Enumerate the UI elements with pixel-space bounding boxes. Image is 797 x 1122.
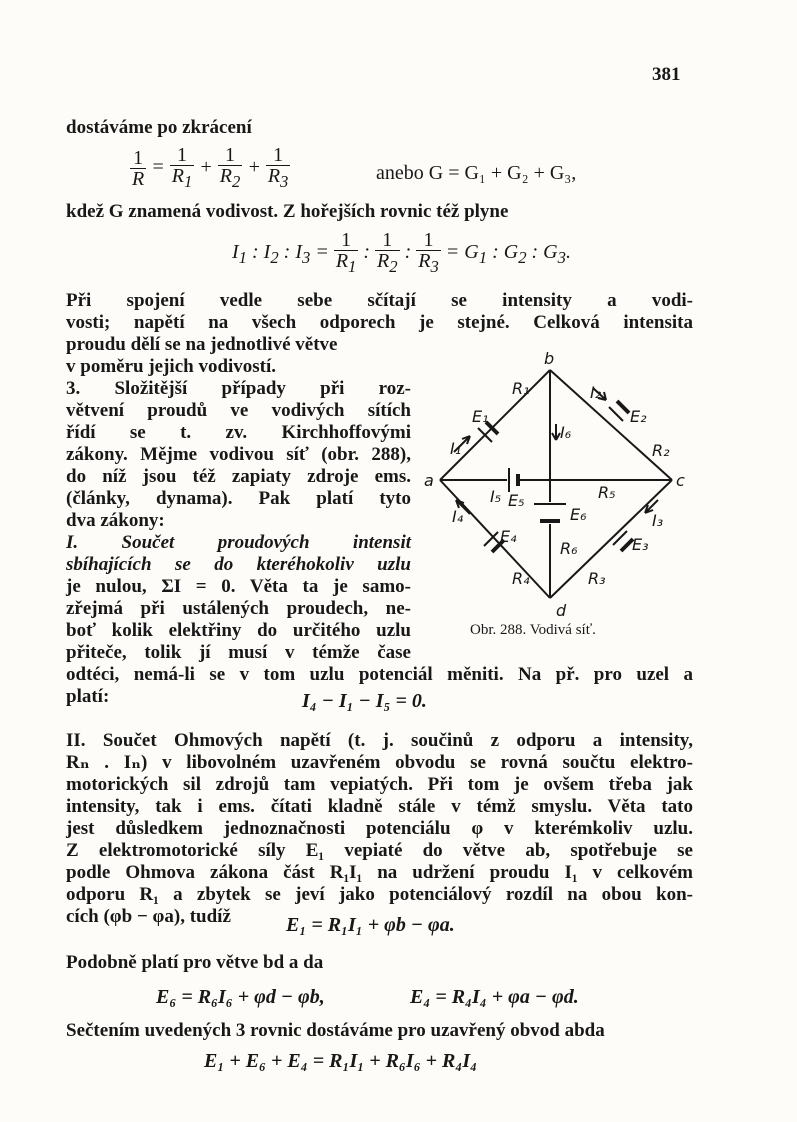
equation-e4: E₄ = R₄I₄ + φa − φd. [410, 986, 579, 1008]
para3-line7: odtéci, nemá-li se v tom uzlu potenciál měniti. Na př. pro uzel a [66, 664, 693, 685]
equation-e6: E₆ = R₆I₆ + φd − φb, [156, 986, 325, 1008]
para2-line6: (články, dynama). Pak platí tyto [66, 488, 411, 509]
para4-line3: motorických sil zdrojů tam vepiatých. Při tom je ovšem třeba jak [66, 774, 693, 795]
equation-e1: E₁ = R₁I₁ + φb − φa. [286, 914, 455, 936]
equation-node-a: I₄ − I₁ − I₅ = 0. [302, 690, 427, 712]
label-e6: E₆ [570, 505, 587, 524]
para4-line4: intensity, tak i ems. čítati kladně stále v témž smyslu. Věta tato [66, 796, 693, 817]
para2-line1: 3. Složitější případy při roz- [66, 378, 411, 399]
label-i1: I₁ [450, 439, 462, 458]
para3-line8: platí: [66, 686, 110, 707]
label-e4: E₄ [500, 527, 517, 546]
label-r3: R₃ [588, 569, 606, 588]
para1-line4: v poměru jejich vodivostí. [66, 356, 277, 377]
label-r6: R₆ [560, 539, 578, 558]
line-similarly: Podobně platí pro větve bd a da [66, 952, 324, 973]
label-r2: R₂ [652, 441, 670, 460]
para2-line4: zákony. Mějme vodivou síť (obr. 288), [66, 444, 411, 465]
node-b-label: b [544, 349, 555, 368]
para4-line6: Z elektromotorické síly E₁ vepiaté do větve ab, spotřebuje se [66, 840, 693, 861]
label-i4: I₄ [452, 507, 464, 526]
label-r5: R₅ [598, 483, 616, 502]
line-intro: dostáváme po zkrácení [66, 117, 252, 138]
para3-line4: zřejmá při ustálených proudech, ne- [66, 598, 411, 619]
label-i6: I₆ [560, 423, 572, 442]
para1-line1: Při spojení vedle sebe sčítají se intensity a vodi- [66, 290, 693, 311]
circuit-diagram [410, 340, 700, 625]
node-c-label: c [676, 471, 685, 490]
para3-line5: boť kolik elektřiny do určitého uzlu [66, 620, 411, 641]
para2-line5: do níž jsou též zapiaty zdroje ems. [66, 466, 411, 487]
node-d-label: d [556, 601, 567, 620]
para2-line7: dva zákony: [66, 510, 165, 531]
para2-line2: větvení proudů ve vodivých sítích [66, 400, 411, 421]
label-r1: R₁ [512, 379, 530, 398]
line-conductance-def: kdež G znamená vodivost. Z hořejších rovnic též plyne [66, 201, 509, 222]
para3-line6: přiteče, tolik jí musí v témže čase [66, 642, 411, 663]
para4-line9: cích (φb − φa), tudíž [66, 906, 231, 927]
figure-caption: Obr. 288. Vodivá síť. [470, 622, 596, 638]
para4-line8: odporu R₁ a zbytek se jeví jako potenciálový rozdíl na obou kon- [66, 884, 693, 905]
current-arrow-i6 [552, 424, 560, 440]
branch-ab [440, 370, 550, 480]
para1-line3: proudu dělí se na jednotlivé větve [66, 334, 338, 355]
para3-line1: I. Součet proudových intensit [66, 532, 411, 553]
equation-resistance-sum: $\frac{1}{R}$ = $\frac{1}{R_1}$ + $\frac{1}{R_2}$ + $\frac{1}{R_3}$ [132, 144, 289, 191]
battery-e2-plate-long [609, 407, 623, 421]
label-r4: R₄ [512, 569, 530, 588]
label-e3: E₃ [632, 535, 649, 554]
para1-line2: vosti; napětí na všech odporech je stejné. Celková intensita [66, 312, 693, 333]
para3-line2: sbíhajících se do kteréhokoliv uzlu [66, 554, 411, 575]
label-i5: I₅ [490, 487, 502, 506]
para3-line3: je nulou, ΣI = 0. Věta ta je samo- [66, 576, 411, 597]
label-e2: E₂ [630, 407, 647, 426]
line-summing: Sečtením uvedených 3 rovnic dostáváme pro uzavřený obvod abda [66, 1020, 605, 1041]
label-i2: I₂ [590, 383, 602, 402]
page-number: 381 [652, 64, 681, 85]
equation-conductance-sum: anebo G = G₁ + G₂ + G₃, [376, 162, 577, 184]
battery-e2-plate-short [617, 401, 629, 413]
para4-line2: Rₙ . Iₙ) v libovolném uzavřeném obvodu se rovná součtu elektro- [66, 752, 693, 773]
equation-loop-sum: E₁ + E₆ + E₄ = R₁I₁ + R₆I₆ + R₄I₄ [204, 1050, 478, 1072]
para4-line5: jest důsledkem jednoznačnosti potenciálu φ v kterémkoliv uzlu. [66, 818, 693, 839]
equation-current-ratio: $I_1$ : $I_2$ : $I_3$ = $\frac{1}{R_1}$ : $\frac{1}{R_2}$ : $\frac{1}{R_3}$ = $G_1$ : $G_2$ : $G_3$. [232, 229, 571, 276]
node-a-label: a [424, 471, 434, 490]
label-i3: I₃ [652, 511, 664, 530]
para4-line7: podle Ohmova zákona část R₁I₁ na udržení proudu I₁ v celkovém [66, 862, 693, 883]
label-e1: E₁ [472, 407, 489, 426]
para2-line3: řídí se t. zv. Kirchhoffovými [66, 422, 411, 443]
battery-e3-plate-long [613, 531, 627, 545]
para4-line1: II. Součet Ohmových napětí (t. j. součinů z odporu a intensity, [66, 730, 693, 751]
label-e5: E₅ [508, 491, 525, 510]
